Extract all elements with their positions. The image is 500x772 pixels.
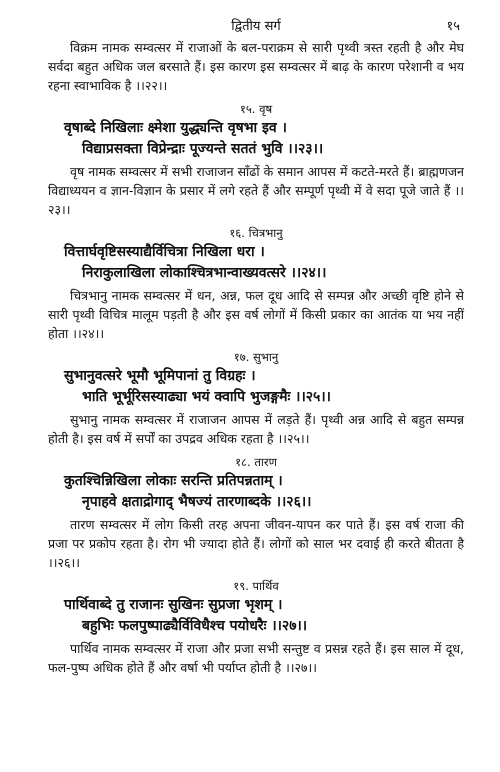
page-header (48, 14, 464, 36)
verse-line-2: भाति भूर्भूरिसस्याढ्या भयं क्वापि भुजङ्गमैः ।।२५।। (82, 389, 331, 405)
section-prose: तारण सम्वत्सर में लोग किसी तरह अपना जीवन-यापन कर पाते हैं। इस वर्ष राजा की प्रजा पर प्रकोप रहता है। रोग भी ज्यादा होते हैं। लोगों को साल भर दवाई ही करते बीतता है ।।२६।। (48, 517, 464, 570)
verse-line-1: पार्थिवाब्दे तु राजानः सुखिनः सुप्रजा भृशम् । (64, 597, 283, 613)
intro-paragraph: विक्रम नामक सम्वत्सर में राजाओं के बल-पराक्रम से सारी पृथ्वी त्रस्त रहती है और मेघ सर्वदा बहुत अधिक जल बरसाते हैं। इस कारण इस सम्वत्सर में बाढ़ के कारण परेशानी व भय रहना स्वाभाविक है ।।२२।। (48, 40, 464, 93)
section-tarana (48, 454, 464, 572)
section-title: १९. पार्थिव (233, 579, 279, 593)
verse-line-2: नृपाहवे क्षताद्रोगाद् भैषज्यं तारणाब्दके ।।२६।। (82, 494, 312, 510)
verse-line-2: बहुभिः फलपुष्पाढ्यैर्विविधैश्च पयोधरैः ।।२७।। (82, 618, 308, 634)
verse (48, 366, 464, 408)
verse (48, 242, 464, 284)
chapter-title: द्वितीय सर्ग (231, 19, 281, 34)
section-subhanu (48, 349, 464, 448)
page-number: १५ (446, 19, 460, 34)
section-title: १६. चित्रभानु (229, 226, 283, 240)
verse-line-2: विद्याप्रसक्ता विप्रेन्द्राः पूज्यन्ते सततं भुवि ।।२३।। (82, 141, 324, 157)
section-vrisha (48, 101, 464, 219)
verse-line-1: वित्तार्घवृष्टिसस्याद्यैर्विचित्रा निखिला धरा । (64, 244, 265, 260)
section-title: १७. सुभानु (233, 350, 279, 364)
verse-line-2: निराकुलाखिला लोकाश्चित्रभान्वाख्यवत्सरे ।।२४।। (82, 265, 327, 281)
verse (48, 471, 464, 513)
section-chitrabhanu (48, 225, 464, 343)
verse (48, 118, 464, 160)
verse-line-1: कुतश्चिन्निखिला लोकाः सरन्ति प्रतिपन्नताम् । (64, 473, 283, 489)
verse-line-1: वृषाब्दे निखिलाः क्ष्मेशा युद्ध्यन्ति वृषभा इव । (64, 120, 287, 136)
section-prose: चित्रभानु नामक सम्वत्सर में धन, अन्न, फल दूध आदि से सम्पन्न और अच्छी वृष्टि होने से सारी पृथ्वी विचित्र मालूम पड़ती है और इस वर्ष लोगों में किसी प्रकार का आतंक या भय नहीं होता ।।२४।। (48, 288, 464, 341)
section-prose: सुभानु नामक सम्वत्सर में राजाजन आपस में लड़ते हैं। पृथ्वी अन्न आदि से बहुत सम्पन्न होती है। इस वर्ष में सर्पों का उपद्रव अधिक रहता है ।।२५।। (48, 412, 464, 446)
section-prose: पार्थिव नामक सम्वत्सर में राजा और प्रजा सभी सन्तुष्ट व प्रसन्न रहते हैं। इस साल में दूध, फल-पुष्प अधिक होते हैं और वर्षा भी पर्याप्त होती है ।।२७।। (48, 641, 464, 675)
section-title: १८. तारण (235, 455, 277, 469)
section-prose: वृष नामक सम्वत्सर में सभी राजाजन साँढों के समान आपस में कटते-मरते हैं। ब्राह्मणजन विद्याध्ययन व ज्ञान-विज्ञान के प्रसार में लगे रहते हैं और सम्पूर्ण पृथ्वी में वे सदा पूजे जाते हैं ।।२३।। (48, 164, 464, 217)
verse-line-1: सुभानुवत्सरे भूमौ भूमिपानां तु विग्रहः । (64, 368, 256, 384)
section-parthiva (48, 578, 464, 677)
section-title: १५. वृष (239, 102, 273, 116)
verse (48, 595, 464, 637)
